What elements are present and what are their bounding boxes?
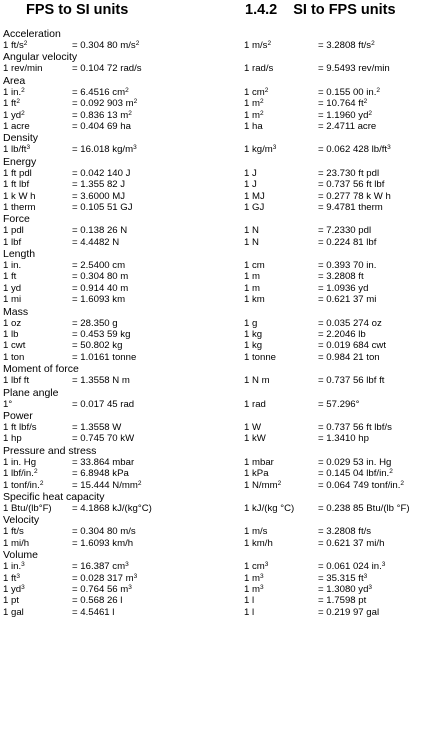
si-unit: 1 m/s: [244, 526, 268, 538]
si-unit: 1 $kg/m^3$: [244, 144, 277, 156]
quantity-section: [3, 248, 423, 306]
fps-unit: 1 $yd^3$: [3, 583, 25, 595]
si-unit: 1 l: [244, 595, 255, 607]
fps-unit: 1 yd: [3, 282, 22, 294]
conversion-row: [3, 283, 423, 294]
conversion-row: [3, 271, 423, 282]
si-unit: 1 $m^2$: [244, 109, 264, 121]
quantity-section: [3, 491, 423, 514]
si-equivalent: = 16.387 $cm^3$: [72, 561, 129, 573]
si-unit: 1 J: [244, 167, 257, 179]
si-unit: 1 ha: [244, 120, 263, 132]
fps-equivalent: = 1.7598 pt: [318, 595, 367, 607]
si-equivalent: = 0.042 140 J: [72, 167, 131, 179]
fps-equivalent: = 3.2808 ft/s: [318, 526, 372, 538]
conversion-row: [3, 237, 423, 248]
si-equivalent: = 1.3558 N m: [72, 375, 130, 387]
fps-unit: 1 pt: [3, 595, 20, 607]
conversion-row: [3, 260, 423, 271]
fps-unit: 1 tonf/in.$^2$: [3, 479, 44, 491]
conversion-row: [3, 503, 423, 514]
si-equivalent: = 0.304 80 m/s: [72, 526, 136, 538]
fps-equivalent: = 0.737 56 ft lbf/s: [318, 421, 392, 433]
si-equivalent: = 50.802 kg: [72, 340, 123, 352]
fps-unit: 1 $ft/s^2$: [3, 40, 28, 51]
quantity-section: [3, 514, 423, 549]
fps-unit: 1 $ft^2$: [3, 98, 20, 110]
conversion-row: [3, 329, 423, 340]
fps-unit: 1 lbf ft: [3, 375, 30, 387]
si-unit: 1 kJ/(kg °C): [244, 502, 295, 514]
fps-equivalent: = 0.155 00 in.$^2$: [318, 86, 381, 98]
quantity-section: [3, 549, 423, 618]
fps-unit: 1 mi/h: [3, 537, 30, 549]
section-title: Velocity: [3, 514, 40, 527]
conversion-row: [3, 63, 423, 74]
section-title: Specific heat capacity: [3, 490, 105, 503]
si-equivalent: = 0.453 59 kg: [72, 329, 131, 341]
section-title: Acceleration: [3, 28, 61, 40]
si-unit: 1 m: [244, 271, 260, 283]
fps-unit: 1 k W h: [3, 190, 36, 202]
si-unit: 1 $cm^2$: [244, 86, 269, 98]
si-unit: 1 N m: [244, 375, 270, 387]
conversion-row: [3, 144, 423, 155]
fps-unit: 1 in.$^3$: [3, 561, 25, 573]
conversion-row: [3, 179, 423, 190]
si-equivalent: = 6.4516 $cm^2$: [72, 86, 129, 98]
conversion-row: [3, 573, 423, 584]
si-equivalent: = 4.1868 kJ/(kg°C): [72, 502, 152, 514]
si-unit: 1 kW: [244, 433, 266, 445]
si-unit: 1 mbar: [244, 456, 274, 468]
conversion-table: [3, 28, 423, 618]
fps-unit: 1 lbf/in.$^2$: [3, 468, 38, 480]
fps-unit: 1 in.: [3, 260, 22, 272]
si-equivalent: = 1.3558 W: [72, 421, 122, 433]
conversion-row: [3, 480, 423, 491]
si-equivalent: = 2.5400 cm: [72, 260, 126, 272]
si-equivalent: = 1.355 82 J: [72, 179, 126, 191]
conversion-row: [3, 584, 423, 595]
si-equivalent: = 15.444 $N/mm^2$: [72, 479, 142, 491]
section-title: Density: [3, 132, 39, 145]
si-unit: 1 rad/s: [244, 63, 274, 75]
fps-unit: 1 Btu/(lb°F): [3, 502, 52, 514]
fps-unit: 1 hp: [3, 433, 22, 445]
si-equivalent: = 0.017 45 rad: [72, 398, 135, 410]
fps-equivalent: = 0.062 428 $lb/ft^3$: [318, 144, 391, 156]
fps-equivalent: = 0.061 024 in.$^3$: [318, 561, 386, 573]
si-equivalent: = 1.6093 km/h: [72, 537, 134, 549]
fps-equivalent: = 0.984 21 ton: [318, 351, 380, 363]
fps-equivalent: = 10.764 $ft^2$: [318, 98, 368, 110]
fps-equivalent: = 0.219 97 gal: [318, 606, 380, 618]
si-equivalent: = 0.745 70 kW: [72, 433, 135, 445]
section-title: Energy: [3, 155, 37, 168]
si-unit: 1 kg: [244, 329, 263, 341]
fps-equivalent: = 0.393 70 in.: [318, 260, 377, 272]
fps-equivalent: = 9.4781 therm: [318, 201, 383, 213]
fps-equivalent: = 9.5493 rev/min: [318, 63, 390, 75]
si-unit: 1 tonne: [244, 351, 277, 363]
fps-unit: 1 ft: [3, 271, 17, 283]
fps-unit: 1 ft lbf/s: [3, 421, 37, 433]
fps-unit: 1 ton: [3, 351, 25, 363]
si-unit: 1 l: [244, 606, 255, 618]
fps-unit: 1 cwt: [3, 340, 26, 352]
conversion-row: [3, 375, 423, 386]
fps-to-si-heading: FPS to SI units: [26, 2, 129, 18]
si-unit: 1 cm: [244, 260, 265, 272]
fps-unit: 1 oz: [3, 317, 22, 329]
section-title: Length: [3, 248, 36, 261]
fps-unit: 1 ft lbf: [3, 179, 30, 191]
section-title: Power: [3, 409, 33, 422]
fps-equivalent: = 2.2046 lb: [318, 329, 366, 341]
fps-unit: 1 lbf: [3, 236, 22, 248]
si-equivalent: = 0.836 13 $m^2$: [72, 109, 132, 121]
fps-equivalent: = 3.2808 $ft/s^2$: [318, 40, 375, 51]
si-equivalent: = 1.0161 tonne: [72, 351, 137, 363]
si-unit: 1 $m^2$: [244, 98, 264, 110]
si-unit: 1 m: [244, 282, 260, 294]
si-equivalent: = 33.864 mbar: [72, 456, 135, 468]
quantity-section: [3, 387, 423, 410]
section-title: Area: [3, 74, 26, 87]
conversion-row: [3, 110, 423, 121]
si-equivalent: = 3.6000 MJ: [72, 190, 126, 202]
si-equivalent: = 4.5461 l: [72, 606, 115, 618]
fps-unit: 1 therm: [3, 201, 36, 213]
conversion-row: [3, 87, 423, 98]
fps-equivalent: = 0.621 37 mi: [318, 294, 377, 306]
fps-equivalent: = 7.2330 pdl: [318, 225, 372, 237]
section-title: Plane angle: [3, 386, 59, 399]
quantity-section: [3, 445, 423, 491]
si-equivalent: = 0.138 26 N: [72, 225, 128, 237]
fps-equivalent: = 1.3410 hp: [318, 433, 369, 445]
fps-equivalent: = 1.0936 yd: [318, 282, 369, 294]
conversion-row: [3, 561, 423, 572]
conversion-row: [3, 202, 423, 213]
fps-equivalent: = 0.064 749 tonf/in.$^2$: [318, 479, 405, 491]
fps-unit: 1 rev/min: [3, 63, 43, 75]
si-unit: 1 km/h: [244, 537, 273, 549]
si-unit: 1 km: [244, 294, 265, 306]
fps-unit: 1 lb: [3, 329, 19, 341]
si-equivalent: = 0.568 26 l: [72, 595, 123, 607]
conversion-row: [3, 468, 423, 479]
section-title: Force: [3, 213, 30, 226]
fps-equivalent: = 1.1960 $yd^2$: [318, 109, 373, 121]
fps-unit: 1°: [3, 398, 13, 410]
conversion-row: [3, 595, 423, 606]
quantity-section: [3, 75, 423, 133]
si-unit: 1 kPa: [244, 468, 269, 480]
conversion-row: [3, 422, 423, 433]
conversion-row: [3, 225, 423, 236]
fps-equivalent: = 0.224 81 lbf: [318, 236, 377, 248]
si-unit: 1 N: [244, 236, 259, 248]
fps-equivalent: = 0.035 274 oz: [318, 317, 382, 329]
quantity-section: [3, 51, 423, 74]
si-to-fps-title: SI to FPS units: [293, 2, 396, 18]
conversion-row: [3, 433, 423, 444]
fps-equivalent: = 3.2808 ft: [318, 271, 364, 283]
fps-equivalent: = 0.019 684 cwt: [318, 340, 387, 352]
si-unit: 1 MJ: [244, 190, 265, 202]
si-unit: 1 $m^3$: [244, 572, 264, 584]
conversion-row: [3, 191, 423, 202]
si-equivalent: = 0.028 317 $m^3$: [72, 572, 138, 584]
si-to-fps-heading: [245, 2, 396, 18]
conversion-row: [3, 98, 423, 109]
si-equivalent: = 28.350 g: [72, 317, 118, 329]
si-unit: 1 $m/s^2$: [244, 40, 272, 51]
conversion-row: [3, 607, 423, 618]
fps-equivalent: = 1.3080 $yd^3$: [318, 583, 373, 595]
section-title: Pressure and stress: [3, 444, 97, 457]
section-number: 1.4.2: [245, 2, 278, 18]
si-unit: 1 $m^3$: [244, 583, 264, 595]
si-unit: 1 $cm^3$: [244, 561, 269, 573]
section-title: Moment of force: [3, 363, 79, 376]
fps-equivalent: = 0.238 85 Btu/(lb °F): [318, 502, 410, 514]
si-equivalent: = 0.304 80 $m/s^2$: [72, 40, 140, 51]
conversion-row: [3, 457, 423, 468]
conversion-row: [3, 399, 423, 410]
fps-unit: 1 in.$^2$: [3, 86, 25, 98]
fps-equivalent: = 57.296°: [318, 398, 360, 410]
conversion-row: [3, 538, 423, 549]
si-equivalent: = 0.105 51 GJ: [72, 201, 133, 213]
si-equivalent: = 0.092 903 $m^2$: [72, 98, 138, 110]
conversion-row: [3, 352, 423, 363]
fps-unit: 1 $lb/ft^3$: [3, 144, 31, 156]
si-equivalent: = 4.4482 N: [72, 236, 120, 248]
si-equivalent: = 0.304 80 m: [72, 271, 129, 283]
si-unit: 1 N: [244, 225, 259, 237]
fps-equivalent: = 0.029 53 in. Hg: [318, 456, 392, 468]
si-unit: 1 g: [244, 317, 258, 329]
si-unit: 1 $N/mm^2$: [244, 479, 282, 491]
fps-equivalent: = 0.621 37 mi/h: [318, 537, 385, 549]
fps-unit: 1 ft pdl: [3, 167, 32, 179]
quantity-section: [3, 363, 423, 386]
fps-equivalent: = 0.737 56 lbf ft: [318, 375, 385, 387]
fps-equivalent: = 2.4711 acre: [318, 120, 377, 132]
fps-equivalent: = 35.315 $ft^3$: [318, 572, 368, 584]
conversion-row: [3, 526, 423, 537]
si-unit: 1 GJ: [244, 201, 265, 213]
quantity-section: [3, 213, 423, 248]
si-unit: 1 rad: [244, 398, 266, 410]
fps-unit: 1 $ft^3$: [3, 572, 20, 584]
conversion-row: [3, 40, 423, 51]
conversion-row: [3, 168, 423, 179]
si-equivalent: = 16.018 $kg/m^3$: [72, 144, 137, 156]
fps-equivalent: = 0.737 56 ft lbf: [318, 179, 385, 191]
conversion-row: [3, 318, 423, 329]
conversion-row: [3, 340, 423, 351]
conversion-row: [3, 294, 423, 305]
fps-unit: 1 in. Hg: [3, 456, 37, 468]
fps-unit: 1 gal: [3, 606, 24, 618]
quantity-section: [3, 132, 423, 155]
si-equivalent: = 0.104 72 rad/s: [72, 63, 142, 75]
si-unit: 1 J: [244, 179, 257, 191]
quantity-section: [3, 410, 423, 445]
si-equivalent: = 6.8948 kPa: [72, 468, 129, 480]
si-equivalent: = 0.404 69 ha: [72, 120, 131, 132]
section-title: Mass: [3, 305, 29, 318]
quantity-section: [3, 156, 423, 214]
quantity-section: [3, 306, 423, 364]
conversion-row: [3, 121, 423, 132]
fps-unit: 1 acre: [3, 120, 30, 132]
fps-unit: 1 ft/s: [3, 526, 24, 538]
section-title: Angular velocity: [3, 51, 78, 64]
fps-unit: 1 $yd^2$: [3, 109, 25, 121]
section-title: Volume: [3, 549, 39, 562]
fps-equivalent: = 0.277 78 k W h: [318, 190, 391, 202]
fps-unit: 1 pdl: [3, 225, 24, 237]
si-unit: 1 kg: [244, 340, 263, 352]
fps-equivalent: = 0.145 04 lbf/in.$^2$: [318, 468, 393, 480]
si-equivalent: = 1.6093 km: [72, 294, 126, 306]
fps-unit: 1 mi: [3, 294, 22, 306]
si-equivalent: = 0.914 40 m: [72, 282, 129, 294]
fps-equivalent: = 23.730 ft pdl: [318, 167, 380, 179]
quantity-section: [3, 28, 423, 51]
si-equivalent: = 0.764 56 $m^3$: [72, 583, 132, 595]
si-unit: 1 W: [244, 421, 262, 433]
